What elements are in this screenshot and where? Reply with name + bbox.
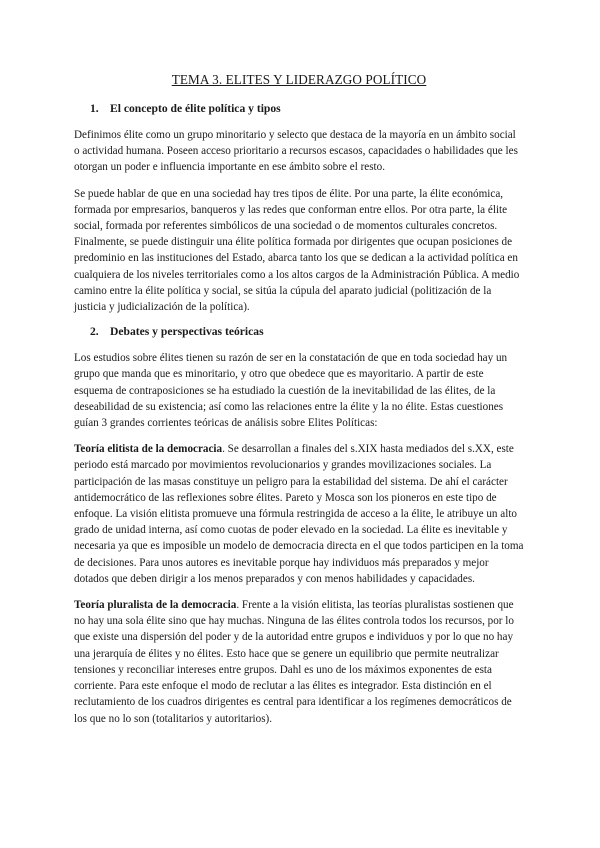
- paragraph: Se puede hablar de que en una sociedad hay tres tipos de élite. Por una parte, la élite económica, formada por empresarios, banqueros y las redes que conforman entre ellos. Por otra parte, la élite social, formada por referentes simbólicos de una sociedad o de momentos culturales concretos. Finalmente, se puede distinguir una élite política formada por dirigentes que ocupan posiciones de predominio en las instituciones del Estado, abarca tanto los que se dedican a la actividad política en cualquiera de los niveles territoriales como a los altos cargos de la Administración Pública. A medio camino entre la élite política y social, se sitúa la cúpula del aparato judicial (politización de la justicia y judicialización de la política).: [74, 187, 520, 314]
- theory-paragraph-pluralist: [74, 597, 524, 727]
- paragraph: Definimos élite como un grupo minoritario y selecto que destaca de la mayoría en un ámbito social o actividad humana. Poseen acceso prioritario a recursos escasos, capacidades o habilidades que les otorgan un poder e influencia importante en ese ámbito sobre el resto.: [74, 129, 518, 174]
- section-heading-1: [90, 102, 524, 115]
- section-heading-text: El concepto de élite política y tipos: [110, 102, 281, 115]
- section-heading-2: [90, 325, 524, 338]
- section-heading-text: Debates y perspectivas teóricas: [110, 325, 264, 339]
- theory-text: . Frente a la visión elitista, las teorías pluralistas sostienen que no hay una sola élite sino que hay muchas. Ninguna de las élites controla todos los recursos, por lo que existe una dispersión del poder y de la autoridad entre grupos e individuos y por lo que no hay una jerarquía de élites y no élites. Esto hace que se genere un equilibrio que permite neutralizar tensiones y reconciliar intereses entre grupos. Dahl es uno de los máximos exponentes de esta corriente. Para este enfoque el modo de reclutar a las élites es integrador. Esta distinción en el reclutamiento de los cuadros dirigentes es central para identificar a los regímenes democráticos de los que no lo son (totalitarios y autoritarios).: [74, 599, 514, 725]
- theory-lead: Teoría pluralista de la democracia: [74, 599, 237, 612]
- theory-lead: Teoría elitista de la democracia: [74, 443, 223, 456]
- page-title: TEMA 3. ELITES Y LIDERAZGO POLÍTICO: [171, 72, 427, 87]
- paragraph: Los estudios sobre élites tienen su razón de ser en la constatación de que en toda sociedad hay un grupo que manda que es minoritario, y otro que obedece que es mayoritario. A partir de este esquema de contraposiciones se ha estudiado la cuestión de la inevitabilidad de las élites, de la deseabilidad de su existencia; así como las relaciones entre la élite y la no élite. Estas cuestiones guían 3 grandes corrientes teóricas de análisis sobre Elites Políticas:: [74, 352, 508, 430]
- section-number: 2.: [90, 325, 99, 339]
- theory-paragraph-elitist: [74, 441, 524, 587]
- theory-text: . Se desarrollan a finales del s.XIX hasta mediados del s.XX, este periodo está marcado por movimientos revolucionarios y grandes movilizaciones sociales. La participación de las masas constituye un peligro para la estabilidad del sistema. De ahí el carácter antidemocrático de las reflexiones sobre élites. Pareto y Mosca son los pioneros en este tipo de enfoque. La visión elitista promueve una fórmula restringida de acceso a la élite, le atribuye un alto grado de unidad interna, así como cuotas de poder elevado en la sociedad. La élite es inevitable y necesaria ya que es imposible un modelo de democracia directa en el que todos participen en la toma de decisiones. Para unos autores es inevitable porque hay individuos más preparados y mejor dotados que deben dirigir a los menos preparados y con menos habilidades y capacidades.: [74, 443, 524, 585]
- section-number: 1.: [90, 102, 99, 115]
